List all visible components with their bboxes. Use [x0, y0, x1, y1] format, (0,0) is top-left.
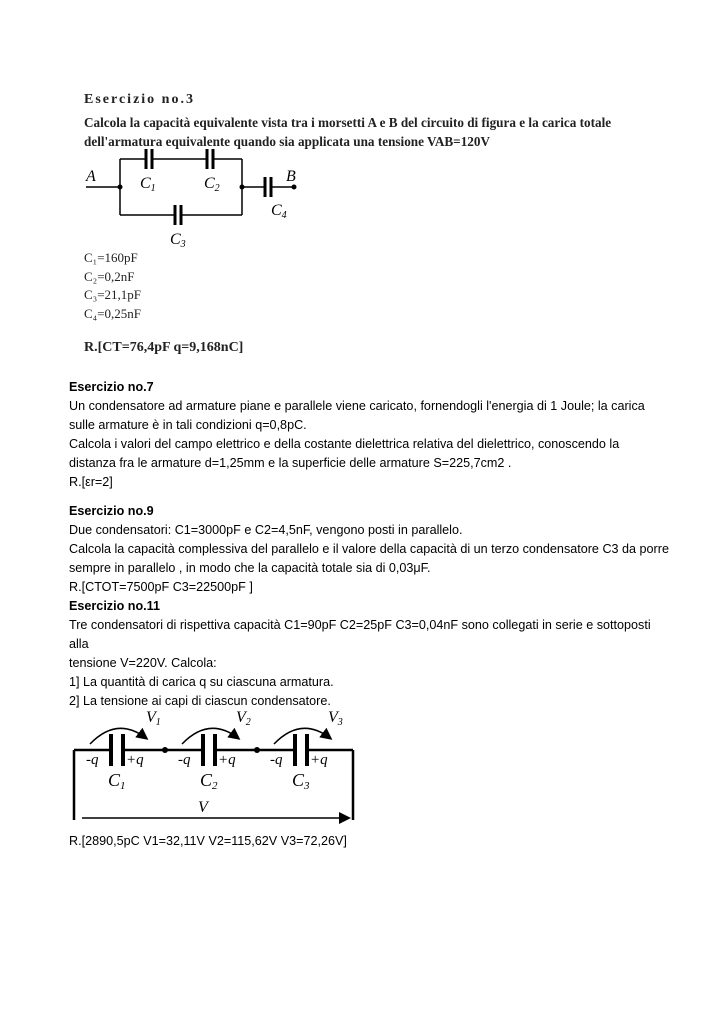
v2-arrow	[182, 728, 238, 744]
c3-pos-charge: +q	[310, 752, 328, 768]
exercise-9	[69, 502, 669, 597]
exercise-9-answer: R.[CTOT=7500pF C3=22500pF ]	[69, 580, 253, 594]
capacitor-values	[84, 249, 141, 323]
c2-label: C2	[204, 175, 220, 194]
exercise-3-line-2: dell'armatura equivalente quando sia applicata una tensione VAB=120V	[84, 134, 491, 149]
exercise-11-line: tensione V=220V. Calcola:	[69, 656, 217, 670]
exercise-3-line-1: Calcola la capacità equivalente vista tra i morsetti A e B del circuito di figura e la carica totale	[84, 115, 612, 130]
exercise-7-line: Un condensatore ad armature piane e parallele viene caricato, fornendogli l'energia di 1 Joule; la carica	[69, 399, 645, 413]
exercise-3-heading: Esercizio no.3	[84, 92, 195, 107]
exercise-9-line: sempre in parallelo , in modo che la capacità totale sia di 0,03μF.	[69, 561, 431, 575]
circuit-diagram-1	[80, 145, 320, 249]
circuit-diagram-2	[68, 702, 368, 824]
exercise-11	[69, 597, 669, 711]
value-c4: C₄=0,25nF	[84, 305, 142, 321]
exercise-7-heading: Esercizio no.7	[69, 380, 154, 394]
exercise-11-heading: Esercizio no.11	[69, 599, 160, 613]
exercise-7-line: Calcola i valori del campo elettrico e della costante dielettrica relativa del dielettrico, conoscendo la	[69, 437, 620, 451]
v3-label: V3	[328, 709, 343, 728]
exercise-11-line: Tre condensatori di rispettiva capacità C1=90pF C2=25pF C3=0,04nF sono collegati in serie e sottoposti alla	[69, 618, 651, 651]
c3-label: C3	[170, 231, 186, 249]
c2-pos-charge: +q	[218, 752, 236, 768]
value-c3: C₃=21,1pF	[84, 287, 142, 302]
exercise-11-answer: R.[2890,5pC V1=32,11V V2=115,62V V3=72,26V]	[69, 834, 347, 848]
c3-neg-charge: -q	[270, 752, 283, 768]
exercise-3-answer: R.[CT=76,4pF q=9,168nC]	[84, 340, 244, 355]
exercise-11-line: 2] La tensione ai capi di ciascun condensatore.	[69, 694, 331, 708]
value-c2: C₂=0,2nF	[84, 268, 135, 284]
value-c1: C₁=160pF	[84, 250, 138, 265]
c3-label: C3	[292, 770, 310, 792]
c1-pos-charge: +q	[126, 752, 144, 768]
v2-label: V2	[236, 709, 251, 728]
exercise-7-answer: R.[εr=2]	[69, 475, 113, 489]
exercise-11-line: 1] La quantità di carica q su ciascuna armatura.	[69, 675, 334, 689]
c1-neg-charge: -q	[86, 752, 99, 768]
exercise-9-line: Due condensatori: C1=3000pF e C2=4,5nF, vengono posti in parallelo.	[69, 523, 463, 537]
c4-label: C4	[271, 202, 287, 221]
exercise-7	[69, 378, 669, 492]
v1-arrow	[90, 728, 146, 744]
v1-label: V1	[146, 709, 161, 728]
v-total-label: V	[198, 799, 208, 816]
c2-neg-charge: -q	[178, 752, 191, 768]
c1-label: C1	[140, 175, 156, 194]
node-b-label: B	[286, 168, 296, 185]
exercise-9-heading: Esercizio no.9	[69, 504, 154, 518]
exercise-9-line: Calcola la capacità complessiva del parallelo e il valore della capacità di un terzo condensatore C3 da porre	[69, 542, 669, 556]
c1-label: C1	[108, 770, 126, 792]
exercise-7-line: distanza fra le armature d=1,25mm e la superficie delle armature S=225,7cm2 .	[69, 456, 512, 470]
exercise-7-line: sulle armature è in tali condizioni q=0,8pC.	[69, 418, 307, 432]
node-a-label: A	[86, 168, 96, 185]
c2-label: C2	[200, 770, 218, 792]
v3-arrow	[274, 728, 330, 744]
